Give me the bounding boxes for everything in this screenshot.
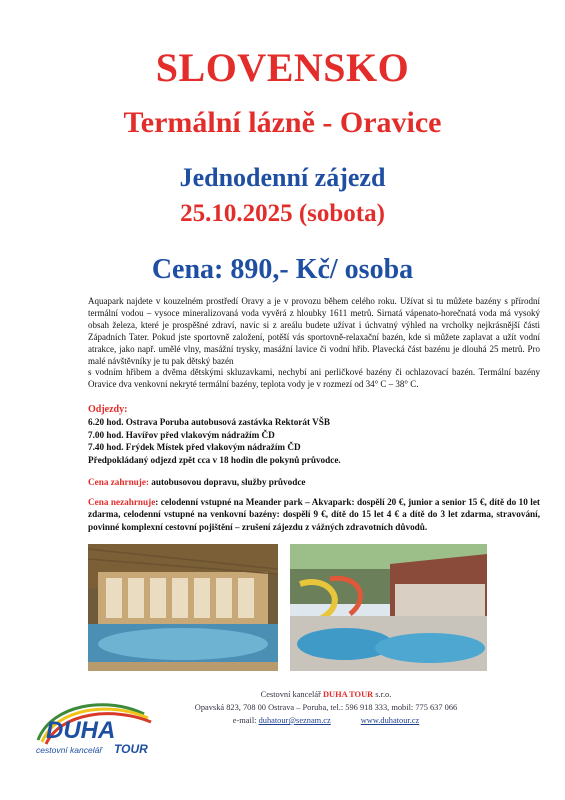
duha-tour-logo — [32, 696, 157, 756]
departure-item: 7.40 hod. Frýdek Místek před vlakovým nádražím ČD — [88, 442, 301, 453]
agency-name: DUHA TOUR — [322, 690, 374, 699]
agency-line — [176, 688, 476, 701]
agency-address: Opavská 823, 708 00 Ostrava – Poruba, tel.: 596 918 333, mobil: 775 637 066 — [194, 703, 458, 712]
contact-block — [176, 688, 476, 727]
website-link[interactable]: www.duhatour.cz — [360, 716, 420, 725]
price-included — [88, 476, 540, 488]
email-link[interactable]: duhatour@seznam.cz — [258, 716, 331, 725]
logo-word: DUHA — [46, 717, 116, 744]
departures-heading: Odjezdy: — [88, 404, 128, 415]
description — [88, 296, 540, 391]
description-paragraph: s vodním hřibem a dvěma dětskými skluzavkami, nechybí ani perličkové bazény či ochlazovací bazén. Termální bazény Oravice dva venkovní nekryté termální bazény, teplota vody je v rozmezí od 34° C – 38° C. — [88, 367, 540, 390]
departure-item: 6.20 hod. Ostrava Poruba autobusová zastávka Rektorát VŠB — [88, 417, 331, 428]
agency-prefix: Cestovní kancelář — [260, 690, 323, 699]
not-included-label: Cena nezahrnuje — [88, 497, 156, 507]
indoor-pool-photo — [88, 544, 278, 671]
outdoor-pools-photo — [290, 544, 487, 671]
not-included-text: : celodenní vstupné na Meander park – Akvapark: dospělí 20 €, junior a senior 15 €, dítě do 10 let zdarma, celodenní vstupné na venkovní bazény: dospělí 9 €, dítě do 15 let 4 € a dítě do 3 let zdarma, stravování, povinné komplexní cestovní pojištění – zrušení zájezdu z vážných zdravotních důvodů. — [88, 497, 540, 532]
logo-tagline: cestovní kancelář — [36, 745, 103, 755]
trip-type: Jednodenní zájezd — [179, 163, 386, 192]
trip-date: 25.10.2025 (sobota) — [180, 200, 385, 227]
departures — [88, 404, 540, 466]
logo-tour: TOUR — [114, 742, 148, 756]
included-label: Cena zahrnuje: — [88, 477, 149, 487]
agency-suffix: s.r.o. — [373, 690, 392, 699]
included-text: autobusovou dopravu, služby průvodce — [149, 477, 306, 487]
page-title: SLOVENSKO — [155, 45, 410, 90]
page-subtitle: Termální lázně - Oravice — [123, 106, 442, 139]
email-label: e-mail: — [232, 716, 259, 725]
price: Cena: 890,- Kč/ osoba — [151, 254, 414, 285]
price-not-included — [88, 496, 540, 533]
agency-online — [176, 714, 476, 727]
return-note: Předpokládaný odjezd zpět cca v 18 hodin dle pokynů průvodce. — [88, 454, 341, 465]
departure-item: 7.00 hod. Havířov před vlakovým nádražím ČD — [88, 429, 275, 440]
description-paragraph: Aquapark najdete v kouzelném prostředí Oravy a je v provozu během celého roku. Užívat si tu můžete bazény s přírodní termální vodou – vysoce mineralizovaná voda vyvěrá z hloubky 1611 metrů. Sirnatá vápenato-horečnatá voda má vysoký obsah železa, které je prospěšné zdraví, navíc si z areálu budete užívat i úchvatný výhled na vrcholky nejkrásnější části Západních Tater. Pokud jste sportovně založení, potěší vás sportovně-relaxační bazén, kde si můžete zaplavat a užít vodní atrakce, jako např. umělé vlny, masážní trysky, masážní lavice či vodní hřib. Plavecká část bazénu je dlouhá 25 metrů. Pro malé návštěvníky je tu pak dětský bazén — [88, 296, 540, 366]
